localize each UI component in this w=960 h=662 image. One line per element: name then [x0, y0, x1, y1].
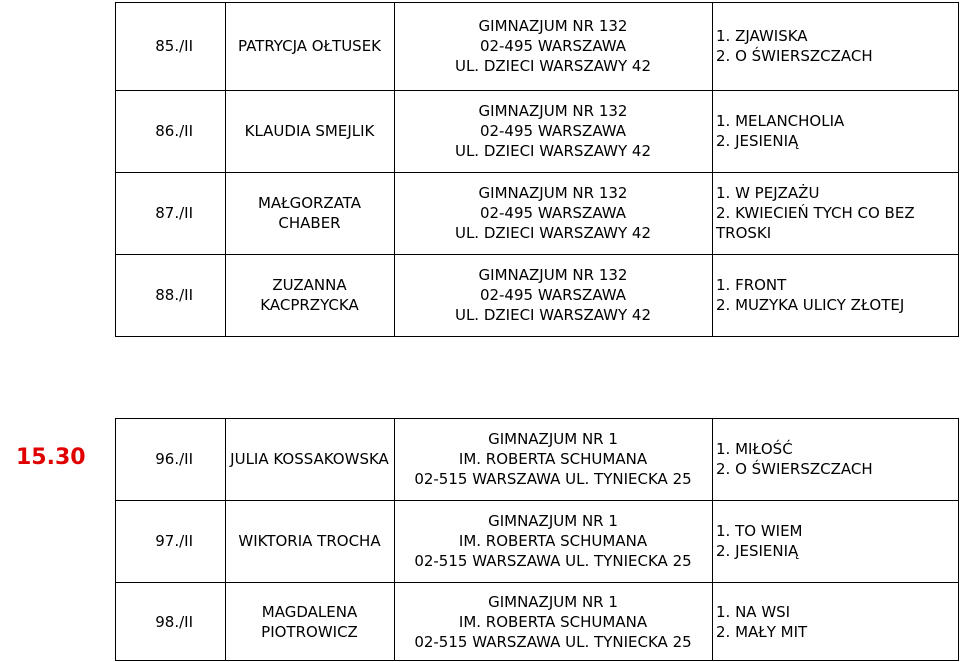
participant-name — [225, 582, 394, 661]
entry-number: 88./II — [155, 286, 193, 304]
performed-pieces-line: 2. JESIENIĄ — [716, 132, 799, 150]
participant-name — [225, 172, 394, 254]
school-address-line: GIMNAZJUM NR 132 — [478, 266, 628, 284]
school-address — [394, 90, 712, 172]
table-border — [115, 336, 959, 337]
school-address — [394, 418, 712, 500]
table-border — [958, 418, 959, 660]
participant-name-line: KACPRZYCKA — [260, 296, 359, 314]
participant-name-line: PATRYCJA OŁTUSEK — [237, 37, 382, 55]
performed-pieces-line: 1. TO WIEM — [716, 522, 803, 540]
performed-pieces-line: 2. JESIENIĄ — [716, 542, 799, 560]
performed-pieces-line: TROSKI — [716, 224, 772, 242]
school-address — [394, 172, 712, 254]
performed-pieces — [716, 90, 956, 172]
participant-name — [225, 254, 394, 336]
school-address-line: IM. ROBERTA SCHUMANA — [458, 450, 648, 468]
table-border — [712, 418, 713, 660]
school-address-line: UL. DZIECI WARSZAWY 42 — [454, 142, 652, 160]
school-address-line: 02-495 WARSZAWA — [479, 37, 627, 55]
performed-pieces-line: 2. MAŁY MIT — [716, 622, 808, 641]
school-address-line: GIMNAZJUM NR 1 — [488, 592, 618, 611]
school-address-line: GIMNAZJUM NR 1 — [488, 512, 618, 530]
performed-pieces-line: 2. O ŚWIERSZCZACH — [716, 460, 873, 478]
participant-name-line: WIKTORIA TROCHA — [238, 532, 381, 550]
performed-pieces-line: 2. MUZYKA ULICY ZŁOTEJ — [716, 296, 905, 314]
school-address-line: GIMNAZJUM NR 1 — [488, 430, 618, 448]
school-address-line: GIMNAZJUM NR 132 — [478, 102, 628, 120]
table-border — [712, 2, 713, 336]
performed-pieces-line: 1. MELANCHOLIA — [716, 112, 845, 130]
entry-number: 85./II — [155, 37, 193, 55]
school-address-line: 02-495 WARSZAWA — [479, 204, 627, 222]
performed-pieces-line: 2. KWIECIEŃ TYCH CO BEZ — [716, 204, 915, 222]
school-address-line: 02-515 WARSZAWA UL. TYNIECKA 25 — [414, 470, 692, 488]
school-address — [394, 582, 712, 661]
participant-name — [225, 418, 394, 500]
performed-pieces-line: 2. O ŚWIERSZCZACH — [716, 47, 873, 65]
performed-pieces — [716, 2, 956, 90]
school-address-line: UL. DZIECI WARSZAWY 42 — [454, 224, 652, 242]
entry-number: 98./II — [155, 612, 193, 631]
performed-pieces-line: 1. W PEJZAŻU — [716, 184, 820, 202]
school-address — [394, 254, 712, 336]
entry-number: 86./II — [155, 122, 193, 140]
performed-pieces — [716, 418, 956, 500]
participant-name — [225, 2, 394, 90]
school-address-line: 02-515 WARSZAWA UL. TYNIECKA 25 — [414, 632, 692, 651]
school-address-line: 02-515 WARSZAWA UL. TYNIECKA 25 — [414, 552, 692, 570]
school-address-line: GIMNAZJUM NR 132 — [478, 184, 628, 202]
entry-number: 87./II — [155, 204, 193, 222]
participant-name-line: MAŁGORZATA CHABER — [257, 194, 362, 232]
performed-pieces — [716, 500, 956, 582]
performed-pieces-line: 1. NA WSI — [716, 602, 791, 621]
school-address — [394, 2, 712, 90]
school-address-line: GIMNAZJUM NR 132 — [478, 17, 628, 35]
performed-pieces — [716, 582, 956, 661]
participant-name-line: JULIA KOSSAKOWSKA — [230, 450, 389, 468]
school-address-line: IM. ROBERTA SCHUMANA — [458, 612, 648, 631]
school-address-line: 02-495 WARSZAWA — [479, 286, 627, 304]
participant-name-line: PIOTROWICZ — [261, 622, 358, 641]
participant-name — [225, 500, 394, 582]
participant-name-line: ZUZANNA — [272, 276, 347, 294]
table-border — [958, 2, 959, 336]
participant-name — [225, 90, 394, 172]
performed-pieces-line: 1. MIŁOŚĆ — [716, 440, 793, 458]
performed-pieces-line: 1. ZJAWISKA — [716, 27, 808, 45]
performed-pieces — [716, 172, 956, 254]
entry-number: 96./II — [155, 450, 193, 468]
participant-name-line: MAGDALENA — [261, 602, 358, 621]
school-address-line: UL. DZIECI WARSZAWY 42 — [454, 57, 652, 75]
school-address-line: 02-495 WARSZAWA — [479, 122, 627, 140]
school-address-line: IM. ROBERTA SCHUMANA — [458, 532, 648, 550]
time-label: 15.30 — [16, 445, 86, 470]
school-address — [394, 500, 712, 582]
participant-name-line: KLAUDIA SMEJLIK — [244, 122, 375, 140]
entry-number: 97./II — [155, 532, 193, 550]
performed-pieces-line: 1. FRONT — [716, 276, 787, 294]
school-address-line: UL. DZIECI WARSZAWY 42 — [454, 306, 652, 324]
performed-pieces — [716, 254, 956, 336]
